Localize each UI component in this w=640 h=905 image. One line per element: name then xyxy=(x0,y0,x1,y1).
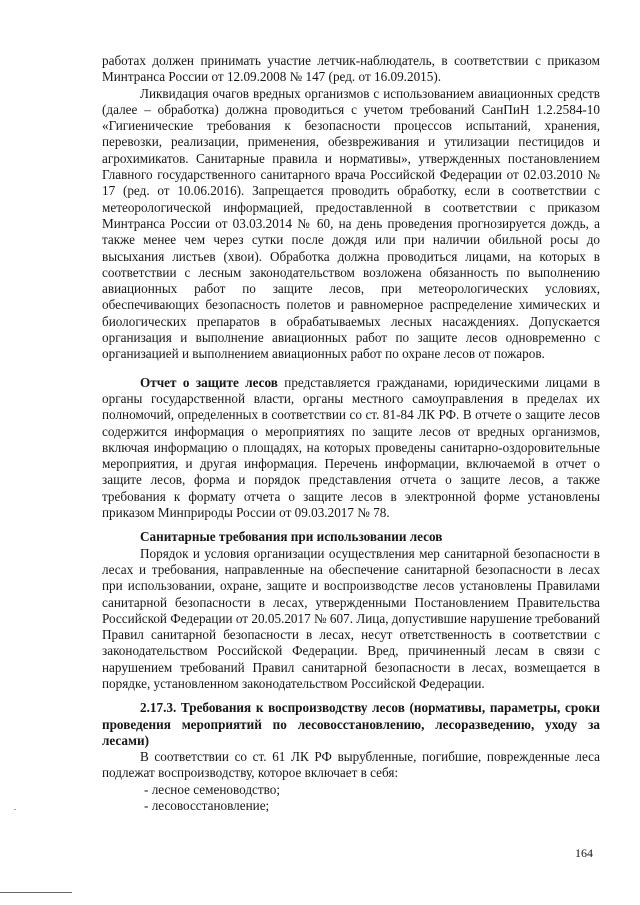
paragraph-5: В соответствии со ст. 61 ЛК РФ вырубленные, погибшие, поврежденные леса подлежат воспроизводству, которое включает в себя: xyxy=(102,749,600,781)
list-item: - лесовосстановление; xyxy=(144,798,270,814)
paragraph-4: Порядок и условия организации осуществления мер санитарной безопасности в лесах и требования, направленные на обеспечение санитарной безопасности в лесах при использовании, охране, защите и воспроизводстве лесов установлены Правилами санитарной безопасности в лесах, утвержденными Постановлением Правительства Российской Федерации от 20.05.2017 № 607. Лица, допустившие нарушение требований Правил санитарной безопасности в лесах, несут ответственность в соответствии с законодательством Российской Федерации. Вред, причиненный лесам в связи с нарушением требований Правил санитарной безопасности в лесах, возмещается в порядке, установленном законодательством Российской Федерации. xyxy=(102,545,600,691)
paragraph-3-text: представляется гражданами, юридическими лицами в органы государственной власти, органы местного самоуправления в пределах их полномочий, определенных в соответствии со ст. 81-84 ЛК РФ. В отчете о защите лесов содержится информация о мероприятиях по защите лесов от вредных организмов, включая информацию о площадях, на которых проведены санитарно-оздоровительные мероприятия, и другая информация. Перечень информации, включаемой в отчет о защите лесов, форма и порядок представления отчета о защите лесов, а также требования к формату отчета о защите лесов в электронной форме установлены приказом Минприроды России от 09.03.2017 № 78. xyxy=(102,374,600,521)
footnote-separator-line xyxy=(0,892,72,893)
paragraph-3 xyxy=(102,375,600,522)
paragraph-2: Ликвидация очагов вредных организмов с использованием авиационных средств (далее – обработка) должна проводиться с учетом требований СанПиН 1.2.2584-10 «Гигиенические требования к безопасности процессов испытаний, хранения, перевозки, реализации, применения, обезвреживания и утилизации пестицидов и агрохимикатов. Санитарные правила и нормативы», утвержденных постановлением Главного государственного санитарного врача Российской Федерации от 02.03.2010 № 17 (ред. от 10.06.2016). Запрещается проводить обработку, если в соответствии с метеорологической информацией, предоставленной в соответствии с приказом Минтранса России от 03.03.2014 № 60, на день проведения прогнозируется дождь, а также менее чем через сутки после дождя или при наличии обильной росы до высыхания листьев (хвои). Обработка должна проводиться лицами, на которых в соответствии с лесным законодательством возложена обязанность по выполнению авиационных работ по защите лесов, при метеорологических условиях, обеспечивающих безопасность полетов и равномерное распределение химических и биологических препаратов в обрабатываемых лесных насаждениях. Допускается организация и выполнение авиационных работ по защите лесов одновременно с организацией и выполнением авиационных работ по охране лесов от пожаров. xyxy=(102,85,600,362)
page-number: 164 xyxy=(575,846,593,860)
document-body xyxy=(102,53,600,814)
list-item: - лесное семеноводство; xyxy=(144,781,281,797)
section-heading: 2.17.3. Требования к воспроизводству лесов (нормативы, параметры, сроки проведения мероприятий по лесовосстановлению, лесоразведению, уходу за лесами) xyxy=(102,700,600,748)
forest-protection-report-term: Отчет о защите лесов xyxy=(140,374,278,390)
margin-mark xyxy=(14,809,16,810)
sanitary-requirements-heading: Санитарные требования при использовании лесов xyxy=(140,529,443,545)
paragraph-1: работах должен принимать участие летчик-наблюдатель, в соответствии с приказом Минтранса России от 12.09.2008 № 147 (ред. от 16.09.2015). xyxy=(102,53,600,85)
